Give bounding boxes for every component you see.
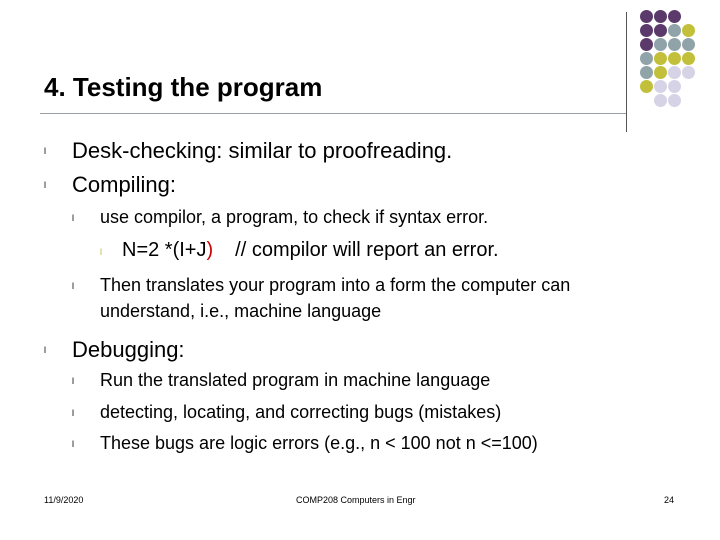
bullet-text-line1: Then translates your program into a form the computer can bbox=[100, 275, 571, 295]
bullet-icon: l bbox=[44, 146, 46, 156]
olive-dot bbox=[682, 52, 695, 65]
bullet-icon: l bbox=[72, 213, 74, 223]
purple-dot bbox=[654, 10, 667, 23]
vertical-divider bbox=[626, 12, 627, 132]
lavender-dot bbox=[668, 80, 681, 93]
olive-dot bbox=[654, 52, 667, 65]
bullet-text: detecting, locating, and correcting bugs (mistakes) bbox=[100, 402, 502, 422]
olive-dot bbox=[682, 24, 695, 37]
footer-page-number: 24 bbox=[664, 495, 675, 505]
title-divider bbox=[40, 113, 626, 114]
bullet-icon: l bbox=[100, 247, 102, 257]
example-code: N=2 *(I+J bbox=[122, 239, 207, 261]
olive-dot bbox=[640, 80, 653, 93]
purple-dot bbox=[640, 24, 653, 37]
lavender-dot bbox=[654, 94, 667, 107]
lavender-dot bbox=[668, 66, 681, 79]
olive-dot bbox=[668, 52, 681, 65]
olive-dot bbox=[654, 66, 667, 79]
example-error-paren: ) bbox=[206, 239, 214, 261]
purple-dot bbox=[668, 10, 681, 23]
bullet-text: Compiling: bbox=[72, 172, 176, 197]
purple-dot bbox=[654, 24, 667, 37]
lavender-dot bbox=[682, 66, 695, 79]
bullet-text: These bugs are logic errors (e.g., n < 100 not n <=100) bbox=[100, 433, 538, 453]
slate-dot bbox=[654, 38, 667, 51]
purple-dot bbox=[640, 10, 653, 23]
slate-dot bbox=[668, 24, 681, 37]
bullet-icon: l bbox=[44, 345, 46, 355]
bullet-text: Run the translated program in machine language bbox=[100, 370, 491, 390]
bullet-icon: l bbox=[72, 439, 74, 449]
slate-dot bbox=[640, 52, 653, 65]
lavender-dot bbox=[668, 94, 681, 107]
bullet-text: Desk-checking: similar to proofreading. bbox=[72, 138, 453, 163]
bullet-icon: l bbox=[72, 281, 74, 291]
slate-dot bbox=[640, 66, 653, 79]
bullet-icon: l bbox=[44, 180, 46, 190]
decorative-dot-grid bbox=[640, 10, 720, 120]
slate-dot bbox=[668, 38, 681, 51]
footer-course: COMP208 Computers in Engr bbox=[296, 495, 416, 505]
bullet-icon: l bbox=[72, 376, 74, 386]
example-comment: // compilor will report an error. bbox=[235, 239, 499, 261]
bullet-icon: l bbox=[72, 408, 74, 418]
slide-title: 4. Testing the program bbox=[44, 72, 323, 102]
slate-dot bbox=[682, 38, 695, 51]
bullet-text: use compilor, a program, to check if syntax error. bbox=[100, 207, 489, 227]
bullet-text-line2: understand, i.e., machine language bbox=[100, 301, 382, 321]
footer-date: 11/9/2020 bbox=[44, 495, 84, 505]
purple-dot bbox=[640, 38, 653, 51]
bullet-text: Debugging: bbox=[72, 337, 185, 362]
lavender-dot bbox=[654, 80, 667, 93]
